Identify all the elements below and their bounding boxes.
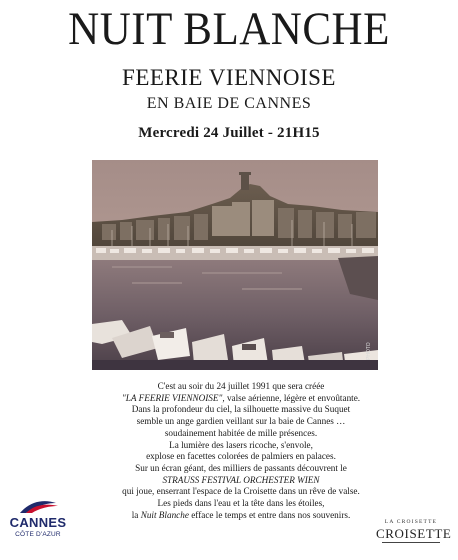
- body-line-2: [96, 393, 386, 405]
- poster-body-text: [96, 381, 386, 521]
- body-line-1: C'est au soir du 24 juillet 1991 que sera créée: [157, 381, 325, 391]
- orchestra-name: STRAUSS FESTIVAL ORCHESTER WIEN: [162, 474, 320, 485]
- poster-subtitle-location: EN BAIE DE CANNES: [146, 95, 312, 112]
- body-line-2-text: valse aérienne, légère et envoûtante.: [226, 392, 361, 403]
- harbor-photo: [92, 160, 378, 370]
- cannes-logo: [8, 497, 68, 549]
- body-line-12-text: efface le temps et entre dans nos souvenirs.: [191, 509, 351, 520]
- event-date: Mercredi 24 Juillet - 21H15: [138, 125, 320, 141]
- body-line-12-la: la: [131, 509, 139, 520]
- croisette-small-label: LA CROISETTE: [384, 519, 438, 525]
- croisette-wordmark: CROISETTE: [376, 526, 452, 541]
- feerie-title-italic: "LA FEERIE VIENNOISE",: [121, 392, 225, 403]
- body-line-12: [96, 510, 386, 522]
- cannes-sail-icon: [16, 497, 60, 515]
- body-line-8: Sur un écran géant, des milliers de passants découvrent le: [135, 462, 347, 473]
- photo-credit: PHOTO: [366, 342, 372, 360]
- body-line-3: Dans la profondeur du ciel, la silhouette massive du Suquet: [131, 404, 351, 415]
- body-line-6: La lumière des lasers ricoche, s'envole,: [169, 439, 313, 450]
- croisette-underline: [382, 542, 440, 543]
- poster-title: NUIT BLANCHE: [68, 4, 390, 55]
- croisette-logo: [376, 519, 452, 549]
- body-line-10: qui joue, enserrant l'espace de la Croisette dans un rêve de valse.: [122, 486, 360, 497]
- body-line-11: Les pieds dans l'eau et la tête dans les étoiles,: [157, 498, 325, 509]
- body-line-7: explose en facettes colorées de palmiers en palaces.: [146, 451, 336, 462]
- nuit-blanche-italic: Nuit Blanche: [140, 509, 189, 520]
- body-line-4: semble un ange gardien veillant sur la baie de Cannes …: [136, 416, 346, 427]
- poster-subtitle: FEERIE VIENNOISE: [122, 65, 336, 90]
- cote-dazur-label: CÔTE D'AZUR: [15, 531, 61, 538]
- cannes-wordmark: CANNES: [9, 515, 67, 530]
- body-line-5: soudainement habitée de mille présences.: [164, 427, 318, 438]
